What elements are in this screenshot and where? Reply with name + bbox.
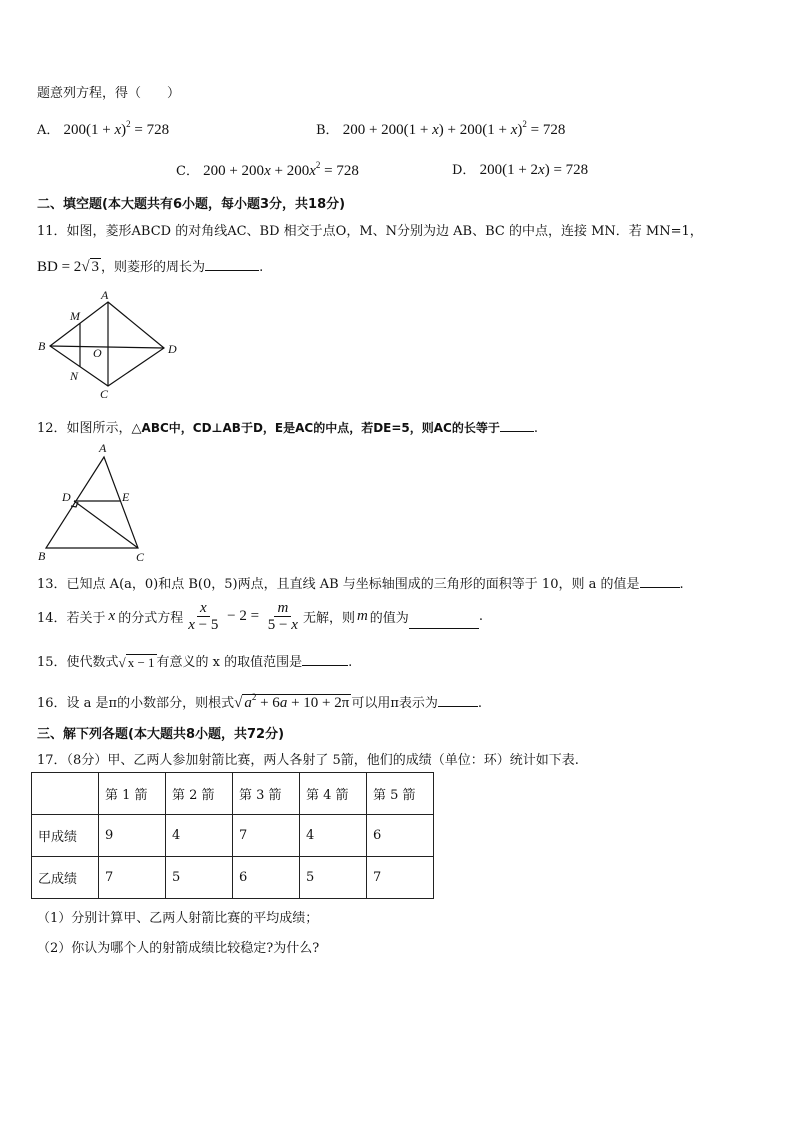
- label-m: M: [70, 309, 80, 323]
- option-label: A．: [37, 123, 60, 138]
- table-cell: 4: [166, 815, 233, 857]
- segment-cd: [74, 501, 138, 548]
- option-formula: $200(1 + x)^2 = 728$: [63, 119, 170, 138]
- table-cell: 乙成绩: [32, 857, 99, 899]
- table-cell: 5: [300, 857, 367, 899]
- q12-body: ABC中，CD⊥AB于D，E是AC的中点，若DE=5，则AC的长等于: [141, 421, 500, 435]
- q17-stem: 17．（8分）甲、乙两人参加射箭比赛，两人各射了 5箭，他们的成绩（单位：环）统计如下表.: [37, 753, 579, 768]
- q11-line1: 11．如图，菱形ABCD 的对角线AC、BD 相交于点O，M、N分别为边 AB、BC 的中点，连接 MN．若 MN=1，: [37, 224, 703, 239]
- diagonal-bd: [50, 346, 164, 348]
- variable-x: x: [108, 608, 116, 624]
- option-formula: $200 + 200x + 200x^2 = 728$: [203, 160, 359, 179]
- period: .: [679, 577, 684, 592]
- rhombus-figure: [50, 302, 164, 386]
- label-b: B: [38, 339, 46, 353]
- table-row: [32, 815, 434, 857]
- label-c: C: [100, 387, 109, 401]
- table-header-cell: 第 1 箭: [99, 773, 166, 815]
- q14-text: [37, 600, 483, 633]
- section3-title: 三、解下列各题(本大题共8小题，共72分): [37, 727, 285, 742]
- label-c: C: [136, 550, 145, 564]
- label-n: N: [70, 369, 79, 383]
- option-formula: 200(1 + 2x) = 728: [479, 162, 589, 178]
- q16-prefix: 16．设 a 是π的小数部分，则根式: [37, 696, 235, 711]
- q14-prefix: 14．若关于: [37, 611, 106, 626]
- option-label: B．: [316, 123, 339, 138]
- q13-text: [37, 573, 684, 592]
- option-label: D．: [452, 163, 476, 178]
- table-cell: 7: [99, 857, 166, 899]
- answer-blank[interactable]: [438, 694, 478, 707]
- period: .: [348, 655, 353, 670]
- bd-formula: = 2√ 3: [57, 259, 100, 276]
- table-cell: 9: [99, 815, 166, 857]
- label-b: B: [38, 549, 46, 563]
- table-header-cell: 第 5 箭: [367, 773, 434, 815]
- radical-expression: √ $a^2 + 6a + 10 + 2\pi$: [234, 692, 350, 711]
- q12-prefix: 12．如图所示，△: [37, 421, 142, 436]
- variable-m: m: [356, 608, 368, 624]
- option-formula: $200 + 200(1 + x) + 200(1 + x)^2 = 728$: [342, 119, 566, 138]
- label-d: D: [168, 342, 177, 356]
- q13-body: 13．已知点 A(a，0)和点 B(0，5)两点，且直线 AB 与坐标轴围成的三角形的面积等于 10，则 a 的值是: [37, 577, 640, 592]
- q14-equation: $\frac{x}{x - 5}$ − 2 = $\frac{m}{5 - x}$: [188, 600, 298, 633]
- table-cell: 7: [233, 815, 300, 857]
- q15-suffix: 有意义的 x 的取值范围是: [156, 655, 303, 670]
- table-header-cell: 第 3 箭: [233, 773, 300, 815]
- table-row: [32, 857, 434, 899]
- q17-sub1: （1）分别计算甲、乙两人射箭比赛的平均成绩；: [37, 911, 319, 926]
- table-cell: 5: [166, 857, 233, 899]
- section2-title: 二、填空题(本大题共有6小题，每小题3分，共18分): [37, 197, 346, 212]
- table-header-cell: 第 4 箭: [300, 773, 367, 815]
- table-cell: 6: [233, 857, 300, 899]
- table-header-cell: [32, 773, 99, 815]
- q11-suffix: ，则菱形的周长为: [101, 260, 206, 275]
- period: .: [259, 260, 264, 275]
- label-e: E: [122, 490, 130, 504]
- answer-blank[interactable]: [409, 616, 479, 629]
- q12-text: [37, 417, 538, 436]
- q15-text: [37, 651, 352, 671]
- answer-blank[interactable]: [302, 653, 348, 666]
- period: .: [477, 696, 482, 711]
- table-header-row: [32, 773, 434, 815]
- answer-blank[interactable]: [500, 419, 534, 432]
- q14-mid1: 的分式方程: [118, 611, 184, 626]
- sqrt-expression: √ x − 1: [118, 654, 155, 670]
- q14-mid3: 的值为: [369, 611, 409, 626]
- period: .: [533, 421, 539, 436]
- period: .: [478, 609, 483, 624]
- q16-suffix: 可以用π表示为: [351, 696, 438, 711]
- q15-prefix: 15．使代数式: [37, 655, 119, 670]
- table-header-cell: 第 2 箭: [166, 773, 233, 815]
- label-a: A: [99, 441, 107, 455]
- label-o: O: [93, 346, 102, 360]
- bd-label: BD: [37, 259, 58, 275]
- q14-mid2: 无解，则: [302, 611, 355, 626]
- label-a: A: [101, 288, 109, 302]
- table-cell: 7: [367, 857, 434, 899]
- answer-blank[interactable]: [640, 575, 680, 588]
- table-cell: 4: [300, 815, 367, 857]
- table-cell: 6: [367, 815, 434, 857]
- q10-stem: 题意列方程，得（ ）: [37, 86, 181, 101]
- q17-sub2: （2）你认为哪个人的射箭成绩比较稳定?为什么?: [37, 941, 320, 956]
- table-cell: 甲成绩: [32, 815, 99, 857]
- label-d: D: [62, 490, 71, 504]
- score-table: [31, 772, 434, 899]
- q16-text: [37, 692, 482, 712]
- rhombus-outline: [50, 302, 164, 386]
- option-label: C．: [176, 164, 199, 179]
